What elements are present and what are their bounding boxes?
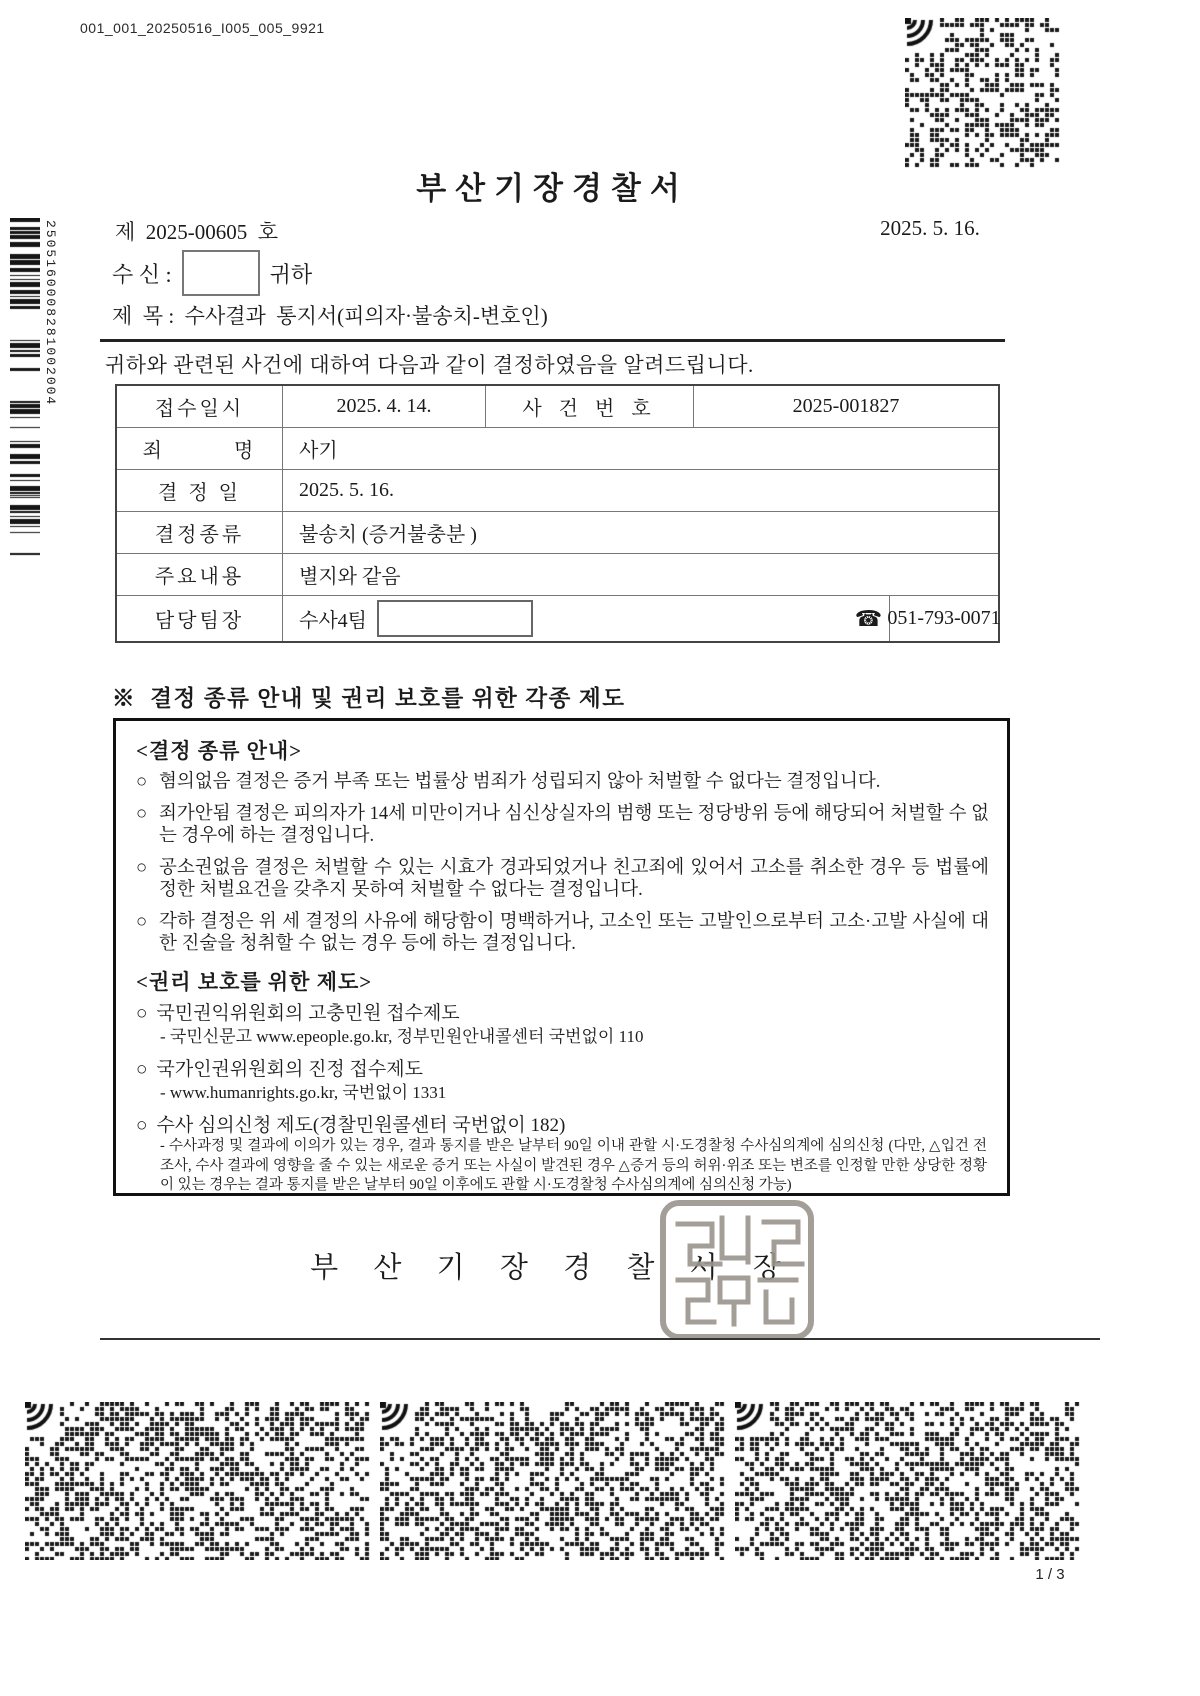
receipt-date-label: 접수일시 [117,386,283,427]
decision-bullet-1-text: 혐의없음 결정은 증거 부족 또는 법률상 범죄가 성립되지 않아 처벌할 수 없다는 결정입니다. [159,772,881,792]
bullet-marker: ○ [136,772,148,792]
rights-item-3 [136,1114,989,1195]
rights-item-3-detail: - 수사과정 및 결과에 이의가 있는 경우, 결과 통지를 받은 날부터 90일 이내 관할 시·도경찰청 수사심의계에 심의신청 (다만, △입건 전 조사, 수사 결과에 영향을 줄 수 있는 새로운 증거 또는 사실이 발견된 경우 △증거 등의 허위·위조 또는 변조를 인정할 만한 상당한 정황이 있는 경우는 결과 통지를 받은 날부터 90일 이후에도 관할 시·도경찰청 수사심의계에 심의신청 가능) [160,1138,987,1193]
page-indicator: 1 / 3 [1035,1566,1065,1583]
rights-item-1-detail: - 국민신문고 www.epeople.go.kr, 정부민원안내콜센터 국번없이 110 [160,1026,644,1046]
case-number-label: 사 건 번 호 [486,386,694,427]
qr-code-bottom-right [735,1402,1080,1560]
table-row-team [117,595,1001,641]
decision-date-value: 2025. 5. 16. [299,479,394,501]
footer-divider [100,1338,1100,1340]
decision-date-label: 결 정 일 [117,470,283,511]
header-divider [100,339,1005,342]
phone-icon: ☎ [848,596,890,641]
scan-reference-code: 001_001_20250516_I005_005_9921 [80,20,325,36]
receipt-date-value: 2025. 4. 14. [283,386,486,427]
bullet-marker: ○ [136,1114,148,1136]
rights-item-2 [136,1058,989,1104]
decision-bullet-4 [136,911,989,956]
rights-item-2-title: 국가인권위원회의 진정 접수제도 [156,1058,423,1080]
bullet-marker: ○ [136,1058,148,1080]
officer-name-redaction-box [377,600,533,637]
subject-row: 제 목 : 수사결과 통지서(피의자·불송치-변호인) [112,304,548,328]
team-label: 담당팀장 [117,596,283,641]
case-number-value: 2025-001827 [792,395,900,417]
table-row-offense [117,427,998,469]
bullet-marker: ○ [136,1002,148,1024]
summary-label: 주요내용 [117,554,283,595]
case-summary-table [115,384,1000,643]
rights-item-3-title: 수사 심의신청 제도(경찰민원콜센터 국번없이 182) [156,1114,566,1136]
rights-item-1 [136,1002,989,1048]
official-seal-stamp [656,1196,818,1344]
decision-bullet-2 [136,803,989,848]
signer-name: 부 산 기 장 경 찰 서 장 [310,1252,795,1284]
document-title: 부산기장경찰서 [416,171,689,206]
decision-type-value: 불송치 (증거불충분 ) [299,524,477,546]
info-box [113,718,1010,1196]
rights-item-1-title: 국민권익위원회의 고충민원 접수제도 [156,1002,460,1024]
phone-number: 051-793-0071 [887,607,1001,629]
qr-code-top-right [905,18,1060,168]
intro-sentence: 귀하와 관련된 사건에 대하여 다음과 같이 결정하였음을 알려드립니다. [105,353,754,377]
team-value [283,596,848,641]
table-row-summary [117,553,998,595]
recipient-suffix: 귀하 [269,261,313,287]
offense-label: 죄 명 [117,428,283,469]
bullet-marker: ○ [136,911,148,932]
decision-bullet-3 [136,857,989,902]
offense-value: 사기 [299,440,338,462]
decision-guide-title: <결정 종류 안내> [136,739,303,763]
team-name: 수사4팀 [299,610,367,632]
qr-code-bottom-left [25,1402,370,1560]
decision-bullet-2-text: 죄가안됨 결정은 피의자가 14세 미만이거나 심신상실자의 범행 또는 정당방위 등에 해당되어 처벌할 수 없는 경우에 하는 결정입니다. [159,803,989,847]
document-number: 제 2025-00605 호 [115,220,279,244]
rights-item-2-detail: - www.humanrights.go.kr, 국번없이 1331 [160,1082,447,1102]
table-row-receipt [117,386,998,427]
rights-guide-title: <권리 보호를 위한 제도> [136,969,373,994]
barcode-number: 2505160008281002004 [43,220,58,407]
table-row-decision-date [117,469,998,511]
qr-code-bottom-center [380,1402,725,1560]
decision-bullet-3-text: 공소권없음 결정은 처벌할 수 있는 시효가 경과되었거나 친고죄에 있어서 고소를 취소한 경우 등 법률에 정한 처벌요건을 갖추지 못하여 처벌할 수 없다는 결정입니다. [159,857,989,901]
table-row-decision-type [117,511,998,553]
notice-heading: ※ 결정 종류 안내 및 권리 보호를 위한 각종 제도 [112,686,626,711]
bullet-marker: ○ [136,803,148,824]
document-date: 2025. 5. 16. [880,216,980,240]
barcode-vertical [10,218,40,558]
decision-type-label: 결정종류 [117,512,283,553]
decision-bullet-4-text: 각하 결정은 위 세 결정의 사유에 해당함이 명백하거나, 고소인 또는 고발인으로부터 고소·고발 사실에 대한 진술을 청취할 수 없는 경우 등에 하는 결정입니다. [159,911,989,955]
bullet-marker: ○ [136,857,148,878]
recipient-label: 수 신 : [112,261,172,287]
recipient-row [112,250,312,296]
recipient-redaction-box [182,250,260,296]
decision-bullet-1 [136,771,989,794]
summary-value: 별지와 같음 [299,566,401,588]
